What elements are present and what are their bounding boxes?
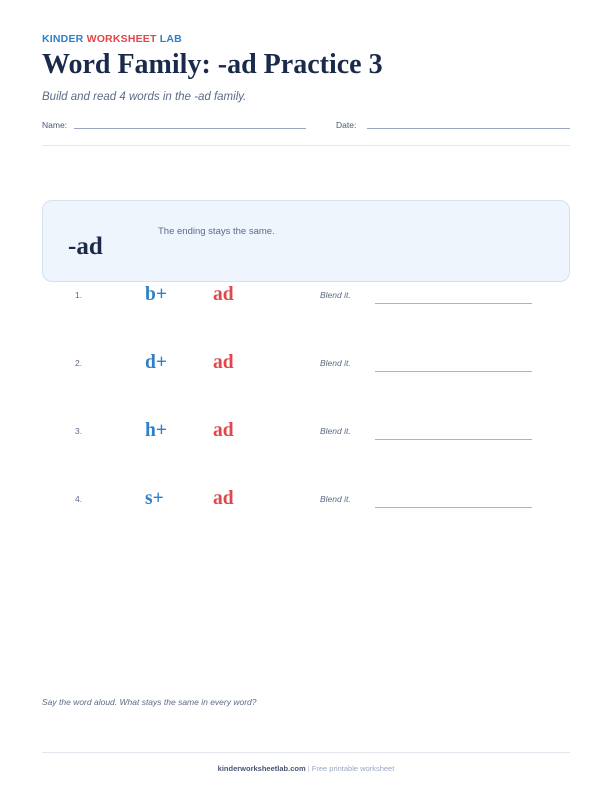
brand-part-3: LAB <box>159 33 182 45</box>
exercise-row <box>0 488 612 528</box>
onset-letter: h+ <box>145 420 167 441</box>
word-family-note: The ending stays the same. <box>158 226 275 237</box>
page-footer <box>0 764 612 773</box>
row-number: 4. <box>75 494 83 504</box>
row-number: 1. <box>75 290 83 300</box>
answer-line[interactable] <box>375 507 532 508</box>
date-field-line[interactable] <box>367 128 570 129</box>
exercise-row <box>0 284 612 324</box>
page-title: Word Family: -ad Practice 3 <box>42 49 383 80</box>
brand-logo <box>42 33 182 45</box>
footer-divider <box>42 752 570 753</box>
footer-note: Free printable worksheet <box>311 764 395 773</box>
answer-line[interactable] <box>375 303 532 304</box>
exercise-row <box>0 352 612 392</box>
rime-ending: ad <box>213 488 234 509</box>
date-label: Date: <box>336 120 357 130</box>
blend-instruction: Blend it. <box>320 494 351 504</box>
brand-part-1: KINDER <box>42 33 84 45</box>
answer-line[interactable] <box>375 371 532 372</box>
reflection-prompt: Say the word aloud. What stays the same in every word? <box>42 697 257 707</box>
footer-separator: | <box>307 764 310 773</box>
footer-site: kinderworksheetlab.com <box>217 764 306 773</box>
row-number: 3. <box>75 426 83 436</box>
rime-ending: ad <box>213 284 234 305</box>
rime-ending: ad <box>213 352 234 373</box>
answer-line[interactable] <box>375 439 532 440</box>
blend-instruction: Blend it. <box>320 358 351 368</box>
header-divider <box>42 145 570 146</box>
row-number: 2. <box>75 358 83 368</box>
word-family-box <box>42 200 570 282</box>
onset-letter: s+ <box>145 488 164 509</box>
blend-instruction: Blend it. <box>320 426 351 436</box>
name-label: Name: <box>42 120 68 130</box>
exercise-row <box>0 420 612 460</box>
page-subtitle: Build and read 4 words in the -ad family. <box>42 91 247 103</box>
brand-part-2: WORKSHEET <box>86 33 157 45</box>
onset-letter: d+ <box>145 352 167 373</box>
name-field-line[interactable] <box>74 128 306 129</box>
word-family-label: -ad <box>68 233 103 260</box>
rime-ending: ad <box>213 420 234 441</box>
onset-letter: b+ <box>145 284 167 305</box>
blend-instruction: Blend it. <box>320 290 351 300</box>
